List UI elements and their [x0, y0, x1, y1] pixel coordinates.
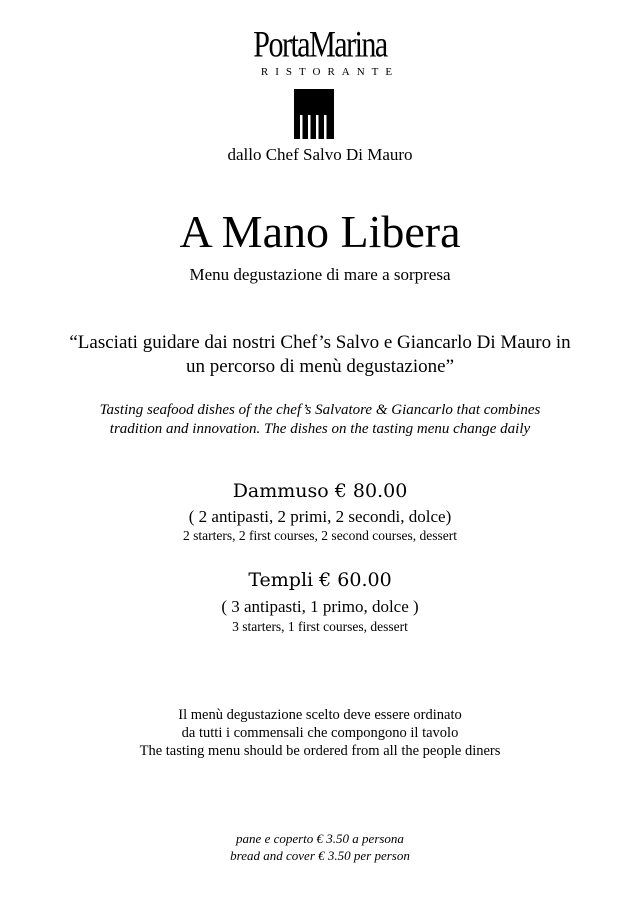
notice-line: The tasting menu should be ordered from all the people diners	[139, 743, 501, 759]
brand-name: PortaMarina	[253, 23, 387, 65]
notice-line: Il menù degustazione scelto deve essere ordinato	[178, 707, 462, 723]
menu-title: Templi € 60.00	[248, 569, 392, 591]
chef-line: dallo Chef Salvo Di Mauro	[227, 145, 413, 164]
menu-courses-english: 3 starters, 1 first courses, dessert	[232, 619, 408, 634]
menu-courses-italian: ( 2 antipasti, 2 primi, 2 secondi, dolce)	[188, 507, 452, 526]
chef-quote: “Lasciati guidare dai nostri Chef’s Salvo e Giancarlo Di Mauro in un percorso di menù degustazione”	[69, 332, 571, 377]
brand-subtitle: RISTORANTE	[260, 66, 400, 78]
english-intro-line: Tasting seafood dishes of the chef’s Salvatore & Giancarlo that combines	[99, 402, 541, 418]
logo-columns-icon	[294, 89, 334, 139]
ordering-notice	[0, 706, 640, 760]
page-subtitle: Menu degustazione di mare a sorpresa	[189, 265, 451, 284]
english-intro-line: tradition and innovation. The dishes on the tasting menu change daily	[109, 421, 531, 437]
cover-charge	[0, 830, 640, 864]
english-intro	[50, 401, 590, 439]
cover-charge-italian: pane e coperto € 3.50 a persona	[236, 831, 404, 846]
menu-courses-italian: ( 3 antipasti, 1 primo, dolce )	[221, 597, 419, 616]
page-title: A Mano Libera	[179, 206, 461, 257]
menu-title: Dammuso € 80.00	[232, 480, 408, 502]
notice-line: da tutti i commensali che compongono il tavolo	[181, 725, 459, 741]
menu-courses-english: 2 starters, 2 first courses, 2 second courses, dessert	[182, 528, 458, 543]
cover-charge-english: bread and cover € 3.50 per person	[230, 848, 410, 863]
